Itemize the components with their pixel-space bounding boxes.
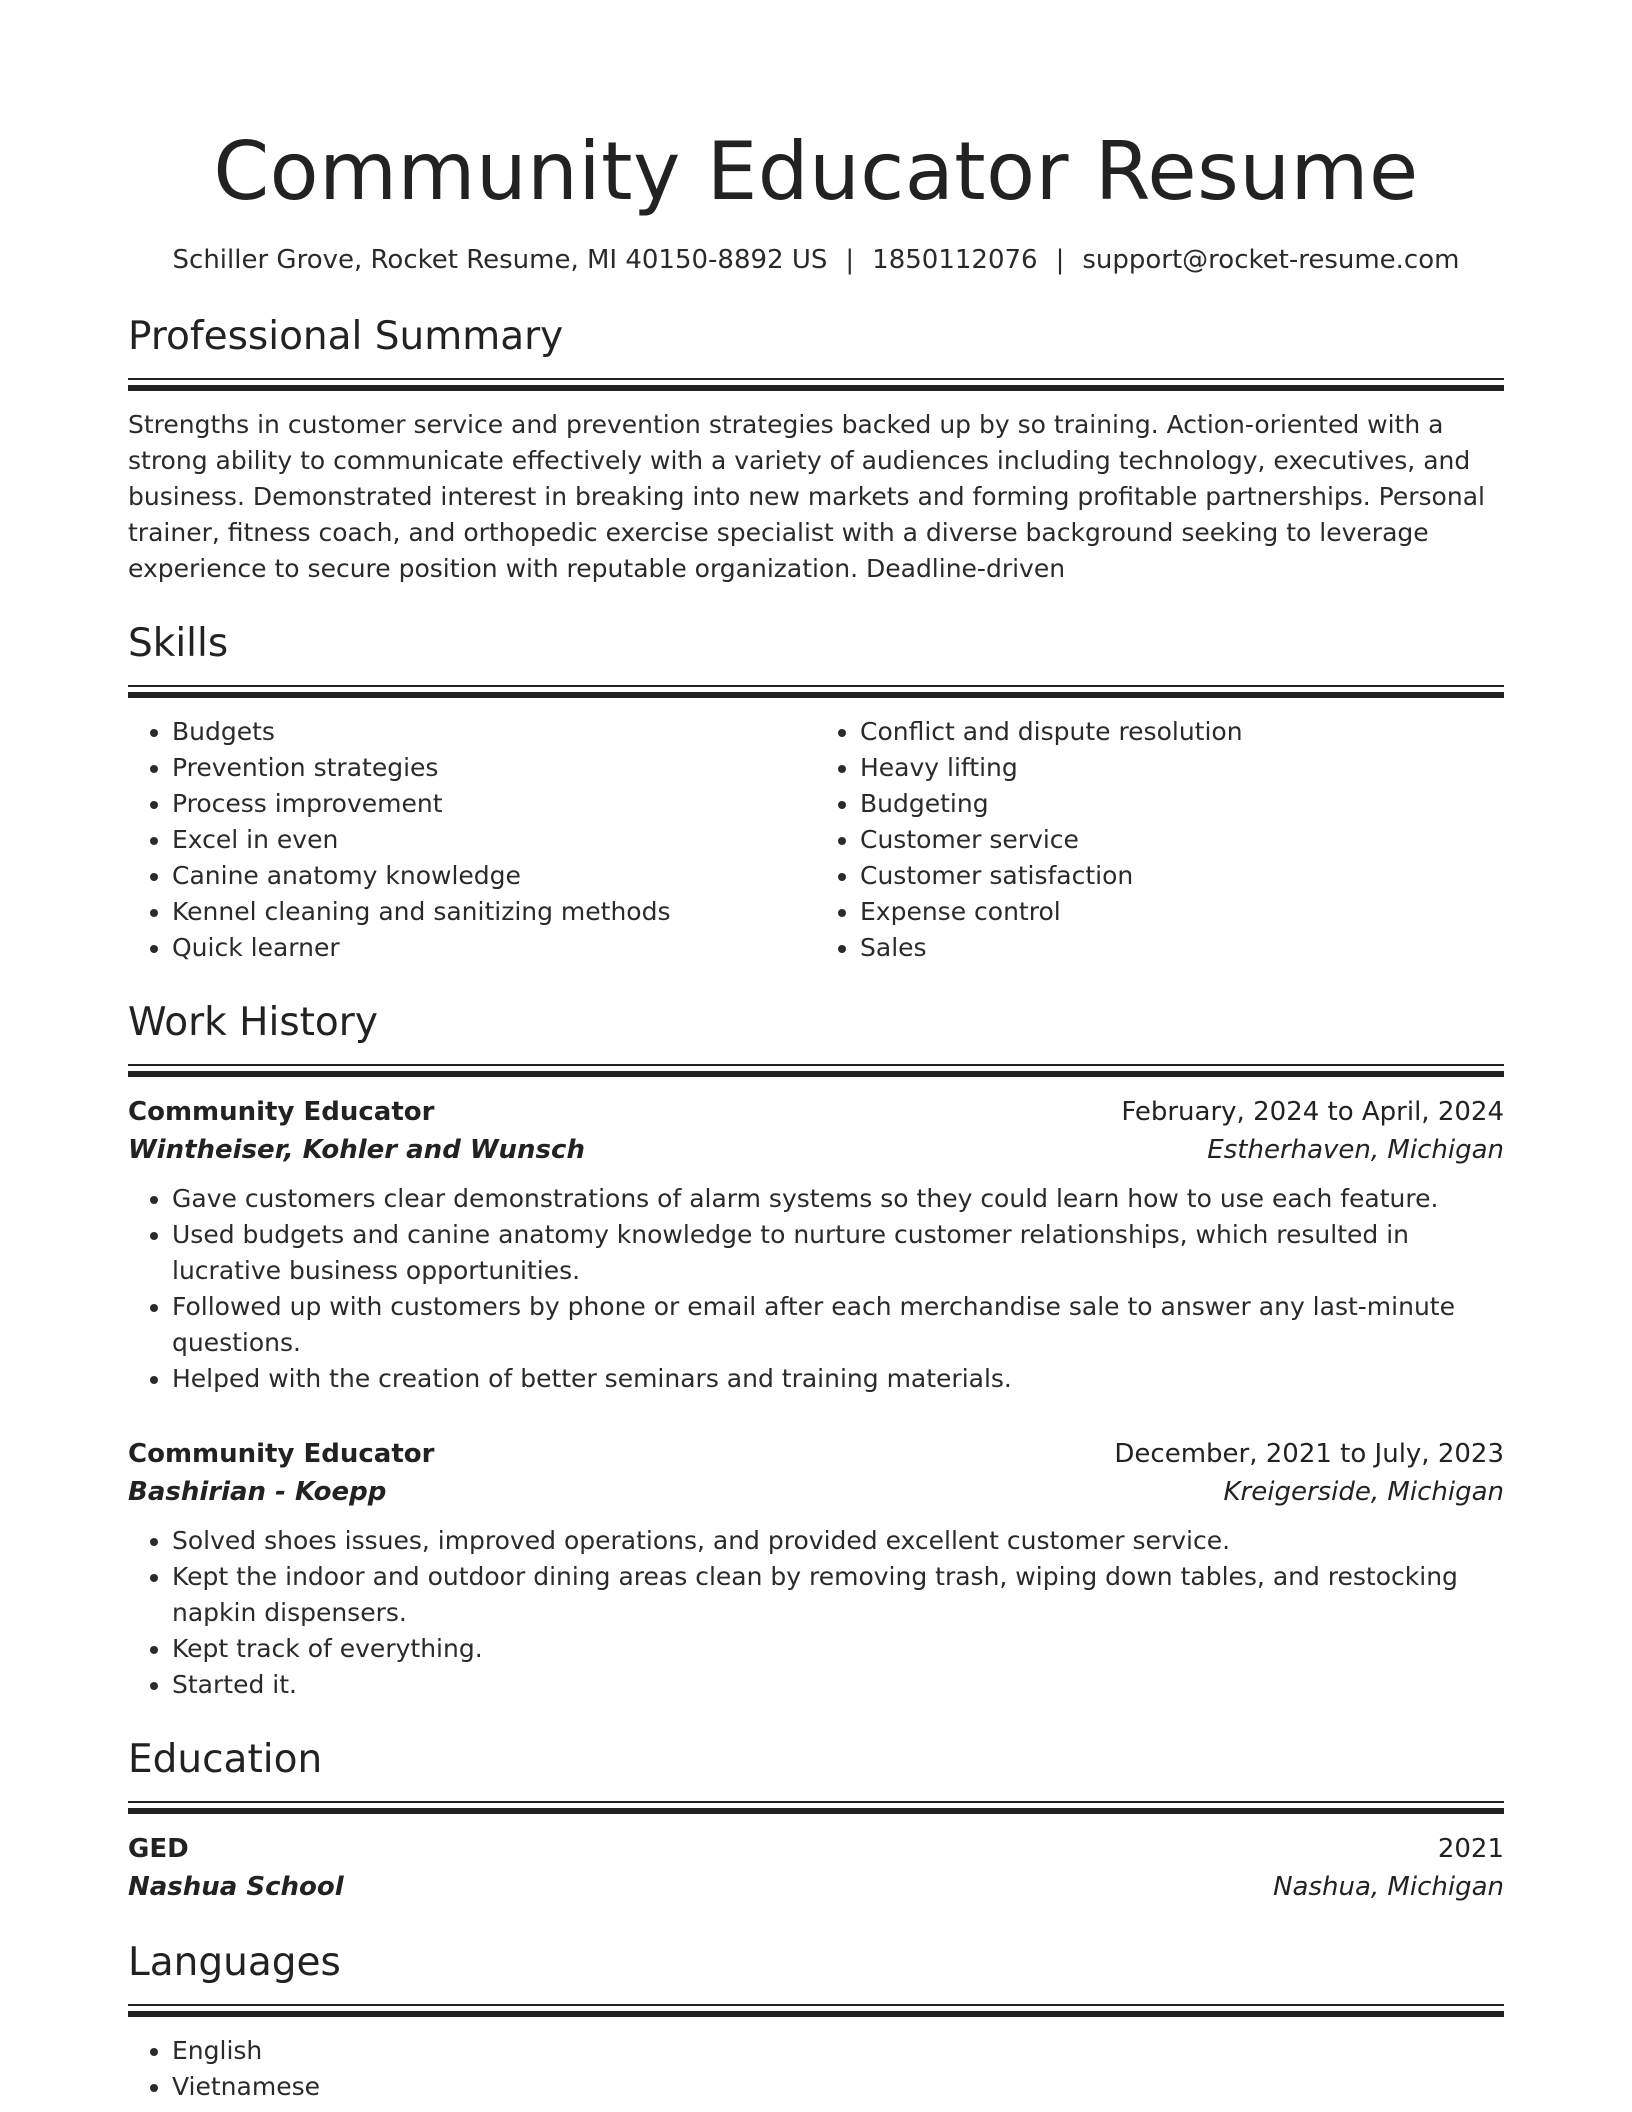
job-entry	[128, 1435, 1504, 1703]
job-bullet: • Solved shoes issues, improved operations, and provided excellent customer service.	[172, 1523, 1504, 1559]
skill-item: • Excel in even	[172, 822, 816, 858]
work-history-section	[128, 996, 1504, 1703]
job-title: Community Educator	[128, 1439, 435, 1469]
language-item: • Vietnamese	[172, 2069, 1504, 2105]
contact-separator: |	[1055, 245, 1065, 275]
job-bullet: • Followed up with customers by phone or email after each merchandise sale to answer any last-minute questions.	[172, 1289, 1504, 1361]
job-bullet: • Kept the indoor and outdoor dining areas clean by removing trash, wiping down tables, and restocking napkin dispensers.	[172, 1559, 1504, 1631]
contact-email: support@rocket-resume.com	[1082, 245, 1460, 275]
summary-section	[128, 310, 1504, 587]
education-location: Nashua, Michigan	[1273, 1872, 1504, 1902]
skill-item: • Budgeting	[860, 786, 1504, 822]
skill-item: • Process improvement	[172, 786, 816, 822]
contact-line	[128, 240, 1504, 280]
skills-heading: Skills	[128, 621, 229, 666]
contact-address: Schiller Grove, Rocket Resume, MI 40150-8892 US	[172, 245, 828, 275]
section-divider	[128, 1801, 1504, 1814]
job-company: Bashirian - Koepp	[128, 1477, 387, 1507]
skill-item: • Quick learner	[172, 930, 816, 966]
education-degree: GED	[128, 1834, 189, 1864]
job-dates: December, 2021 to July, 2023	[1114, 1439, 1504, 1469]
section-divider	[128, 1064, 1504, 1077]
skill-item: • Expense control	[860, 894, 1504, 930]
job-bullets	[128, 1523, 1504, 1703]
job-header-row	[128, 1435, 1504, 1473]
job-header-row	[128, 1093, 1504, 1131]
skill-item: • Customer satisfaction	[860, 858, 1504, 894]
languages-section	[128, 1936, 1504, 2105]
skills-grid	[128, 714, 1504, 966]
skill-item: • Prevention strategies	[172, 750, 816, 786]
education-school: Nashua School	[128, 1872, 344, 1902]
skill-item: • Sales	[860, 930, 1504, 966]
skills-list-left	[128, 714, 816, 966]
skill-item: • Heavy lifting	[860, 750, 1504, 786]
section-divider	[128, 378, 1504, 391]
job-location: Kreigerside, Michigan	[1223, 1477, 1504, 1507]
skills-section	[128, 617, 1504, 966]
skill-item: • Customer service	[860, 822, 1504, 858]
skill-item: • Conflict and dispute resolution	[860, 714, 1504, 750]
education-year: 2021	[1437, 1834, 1504, 1864]
job-bullet: • Started it.	[172, 1667, 1504, 1703]
job-bullet: • Helped with the creation of better seminars and training materials.	[172, 1361, 1504, 1397]
languages-heading: Languages	[128, 1940, 341, 1985]
section-divider	[128, 2004, 1504, 2017]
job-location: Estherhaven, Michigan	[1207, 1135, 1504, 1165]
skill-item: • Kennel cleaning and sanitizing methods	[172, 894, 816, 930]
job-dates: February, 2024 to April, 2024	[1121, 1097, 1504, 1127]
job-company-row	[128, 1473, 1504, 1511]
contact-separator: |	[845, 245, 855, 275]
languages-list	[128, 2033, 1504, 2105]
job-company: Wintheiser, Kohler and Wunsch	[128, 1135, 585, 1165]
job-bullet: • Used budgets and canine anatomy knowledge to nurture customer relationships, which resulted in lucrative business opportunities.	[172, 1217, 1504, 1289]
summary-text: Strengths in customer service and prevention strategies backed up by so training. Action-oriented with a strong ability to communicate effectively with a variety of audiences including technology, executives, and business. Demonstrated interest in breaking into new markets and forming profitable partnerships. Personal trainer, fitness coach, and orthopedic exercise specialist with a diverse background seeking to leverage experience to secure position with reputable organization. Deadline-driven	[128, 410, 1485, 583]
contact-phone: 1850112076	[872, 245, 1038, 275]
job-entry	[128, 1093, 1504, 1397]
skill-item: • Canine anatomy knowledge	[172, 858, 816, 894]
education-heading: Education	[128, 1737, 323, 1782]
summary-heading: Professional Summary	[128, 314, 564, 359]
job-company-row	[128, 1131, 1504, 1169]
education-school-row	[128, 1868, 1504, 1906]
page-title: Community Educator Resume	[213, 125, 1419, 218]
language-item: • English	[172, 2033, 1504, 2069]
job-bullet: • Kept track of everything.	[172, 1631, 1504, 1667]
job-title: Community Educator	[128, 1097, 435, 1127]
skills-list-right	[816, 714, 1504, 966]
work-history-heading: Work History	[128, 1000, 378, 1045]
job-bullets	[128, 1181, 1504, 1397]
job-bullet: • Gave customers clear demonstrations of alarm systems so they could learn how to use each feature.	[172, 1181, 1504, 1217]
education-section	[128, 1733, 1504, 1906]
section-divider	[128, 685, 1504, 698]
skill-item: • Budgets	[172, 714, 816, 750]
education-header-row	[128, 1830, 1504, 1868]
